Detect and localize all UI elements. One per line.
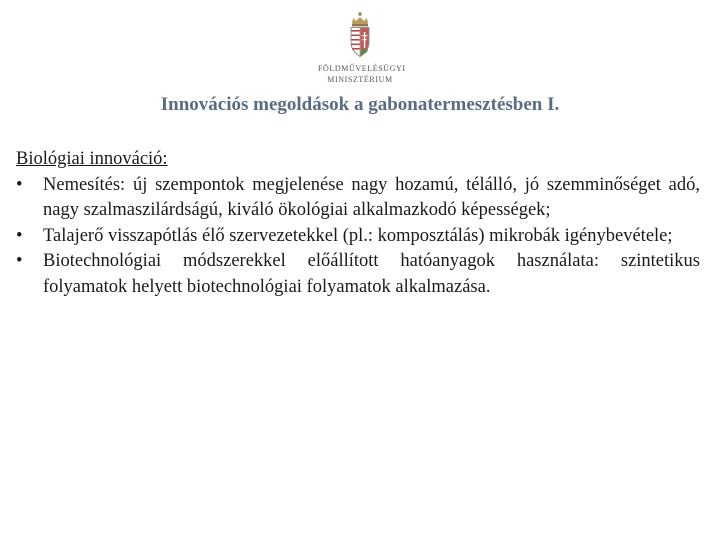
bullet-item-soil [16, 224, 700, 250]
ministry-name-line2: MINISZTÉRIUM [327, 75, 393, 84]
bullet-list [16, 173, 700, 301]
ministry-name-line1: FÖLDMŰVELÉSÜGYI [318, 64, 406, 73]
bullet-text: Talajerő visszapótlás élő szervezetekkel (pl.: komposztálás) mikrobák igénybevétele; [43, 225, 673, 246]
section-subheading: Biológiai innováció: [16, 149, 168, 169]
bullet-text: Nemesítés: új szempontok megjelenése nagy hozamú, télálló, jó szemminőséget adó, nagy szalmaszilárdságú, kiváló ökológiai alkalmazkodó képességek; [43, 174, 700, 220]
bullet-item-breeding [16, 173, 700, 224]
bullet-item-biotech [16, 249, 700, 300]
ministry-logo [318, 12, 406, 92]
coat-of-arms-icon [348, 12, 372, 60]
slide-title: Innovációs megoldások a gabonatermesztésben I. [160, 94, 560, 115]
slide-content [16, 147, 700, 300]
bullet-icon: • [16, 225, 23, 246]
bullet-icon: • [16, 174, 23, 195]
bullet-icon: • [16, 251, 23, 271]
bullet-text: Biotechnológiai módszerekkel előállított hatóanyagok használata: szintetikus folyamatok helyett biotechnológiai folyamatok alkalmazása. [43, 251, 700, 297]
